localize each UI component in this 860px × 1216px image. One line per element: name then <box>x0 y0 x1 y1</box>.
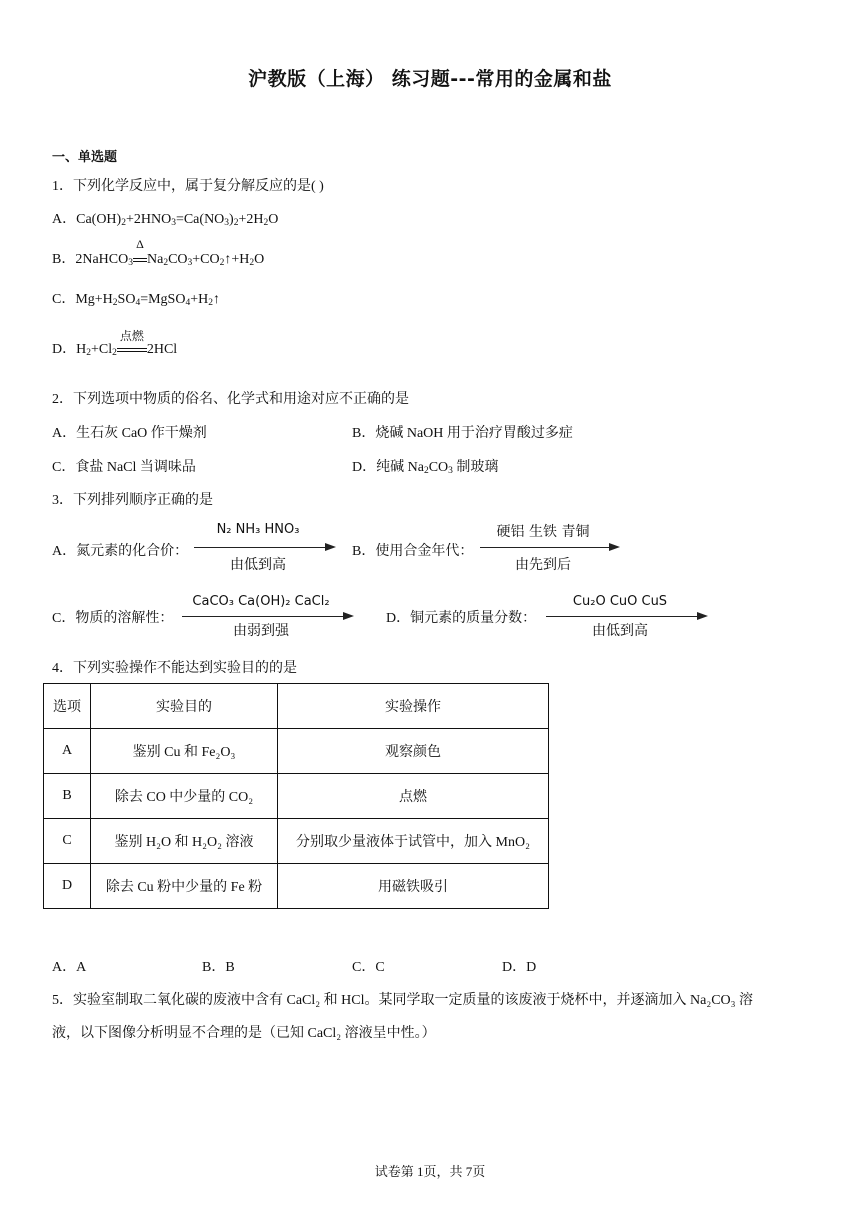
table-header: 实验操作 <box>278 684 549 729</box>
table-cell: 用磁铁吸引 <box>278 864 549 909</box>
table-cell: 鉴别 Cu 和 Fe₂O₃ <box>91 729 278 774</box>
table-cell: 点燃 <box>278 774 549 819</box>
page-title: 沪教版（上海） 练习题---常用的金属和盐 <box>248 68 612 90</box>
table-cell: D <box>44 864 91 909</box>
table-row <box>44 864 549 909</box>
question-2-option-d: D．纯碱 $Na_2CO_3$ 制玻璃 <box>352 460 499 476</box>
section-heading: 一、单选题 <box>52 150 118 165</box>
table-cell: B <box>44 774 91 819</box>
question-5-line-1: 5．实验室制取二氧化碳的废液中含有 CaCl₂ 和 HCl。某同学取一定质量的该废液于烧杯中，并逐滴加入 Na₂CO₃ 溶 <box>52 993 754 1008</box>
table-row <box>44 774 549 819</box>
question-1-option-d: D．$H_2+Cl_2$ 点燃 2HCl <box>52 328 178 358</box>
question-4-option-a: A．A <box>52 960 87 975</box>
question-3-option-c-label: C．物质的溶解性： <box>52 611 174 626</box>
question-3-option-b-label: B．使用合金年代： <box>352 544 474 559</box>
table-header-row <box>44 684 549 729</box>
question-1-option-a: A．$Ca(OH)_2+2HNO_3=Ca(NO_3)_2+2H_2O$ <box>52 212 279 228</box>
question-3-option-d-label: D．铜元素的质量分数： <box>386 611 537 626</box>
question-4-option-b: B．B <box>202 960 235 975</box>
question-3-option-c-arrow: CaCO₃ Ca(OH)₂ CaCl₂ 由弱到强 <box>182 594 354 644</box>
table-row <box>44 819 549 864</box>
question-3-option-a-arrow: N₂ NH₃ HNO₃ 由低到高 <box>194 520 336 576</box>
question-1-option-c: C．$Mg+H_2SO_4=MgSO_4+H_2↑$ <box>52 292 220 308</box>
table-header: 选项 <box>44 684 91 729</box>
experiment-table <box>43 683 549 909</box>
question-1-option-b: B．2NaHCO$_3$ Δ $Na_2CO_3+CO_2↑+H_2O$ <box>52 236 265 268</box>
table-cell: C <box>44 819 91 864</box>
question-5-line-2: 液，以下图像分析明显不合理的是（已知 CaCl₂ 溶液呈中性。） <box>52 1026 436 1041</box>
question-2-option-c: C．食盐 NaCl 当调味品 <box>52 460 196 475</box>
table-cell: 除去 Cu 粉中少量的 Fe 粉 <box>91 864 278 909</box>
table-row <box>44 729 549 774</box>
question-4-option-d: D．D <box>502 960 537 975</box>
page-footer: 试卷第 1页，共 7页 <box>374 1164 486 1179</box>
table-cell: 观察颜色 <box>278 729 549 774</box>
question-3-option-a-label: A．氮元素的化合价： <box>52 544 189 559</box>
question-2-stem: 2．下列选项中物质的俗名、化学式和用途对应不正确的是 <box>52 392 409 407</box>
table-cell: A <box>44 729 91 774</box>
reaction-condition-ignite: 点燃 <box>117 343 147 357</box>
table-cell: 除去 CO 中少量的 CO₂ <box>91 774 278 819</box>
question-2-option-b: B．烧碱 NaOH 用于治疗胃酸过多症 <box>352 426 573 441</box>
reaction-condition-heat: Δ <box>133 253 147 267</box>
table-cell: 鉴别 H₂O 和 H₂O₂ 溶液 <box>91 819 278 864</box>
table-cell: 分别取少量液体于试管中，加入 MnO₂ <box>278 819 549 864</box>
table-header: 实验目的 <box>91 684 278 729</box>
question-4-stem: 4．下列实验操作不能达到实验目的的是 <box>52 661 297 676</box>
question-4-option-c: C．C <box>352 960 385 975</box>
question-1-stem: 1．下列化学反应中，属于复分解反应的是( ) <box>52 179 324 194</box>
question-2-option-a: A．生石灰 CaO 作干燥剂 <box>52 426 207 441</box>
question-3-stem: 3．下列排列顺序正确的是 <box>52 493 213 508</box>
question-3-option-b-arrow: 硬铝 生铁 青铜 由先到后 <box>480 520 620 576</box>
question-3-option-d-arrow: Cu₂O CuO CuS 由低到高 <box>546 594 708 644</box>
